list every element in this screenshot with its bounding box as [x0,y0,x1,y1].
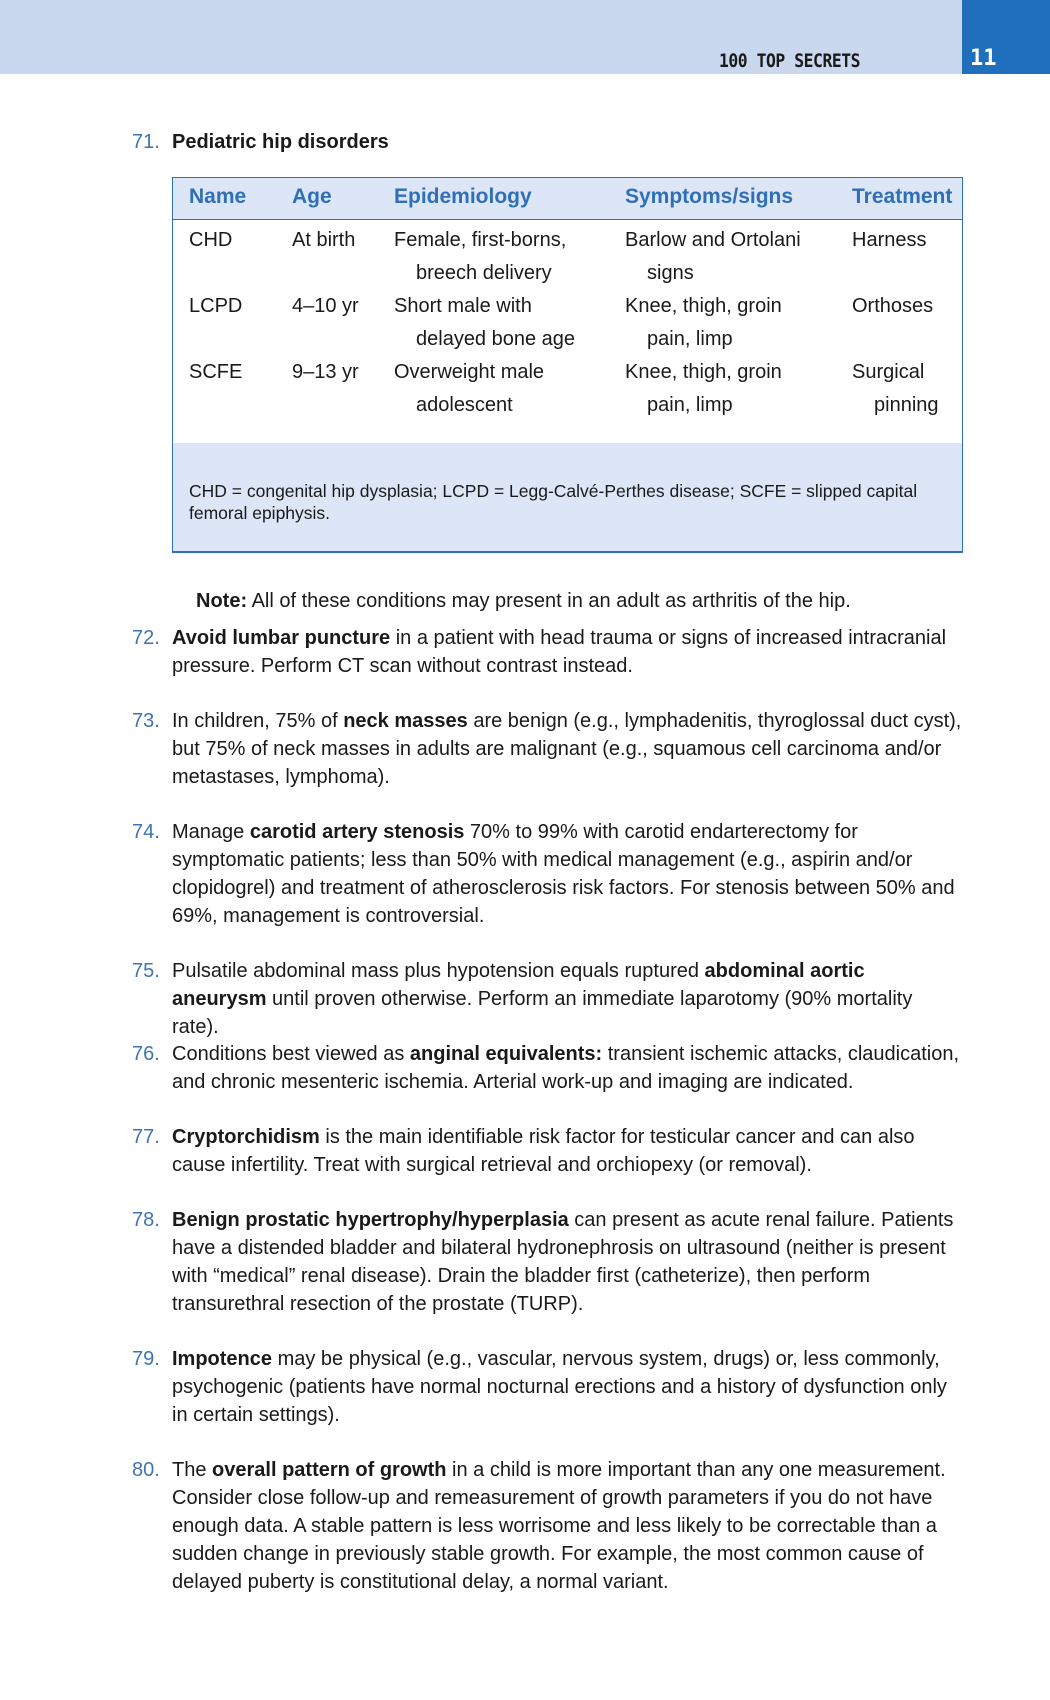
hip-disorders-table [172,177,963,553]
cell-name: LCPD [189,295,243,317]
item-text: Pulsatile abdominal mass plus hypotension equals ruptured abdominal aortic aneurysm until proven otherwise. Perform an immediate laparotomy (90% mortality rate). [172,960,913,1038]
cell-epidemiology: Overweight male adolescent [394,361,545,416]
item-number: 72. [132,627,160,649]
item-text: In children, 75% of neck masses are benign (e.g., lymphadenitis, thyroglossal duct cyst), but 75% of neck masses in adults are malignant (e.g., squamous cell carcinoma and/or metastases, lymphoma). [172,710,962,788]
cell-name: CHD [189,229,233,251]
item-text: Conditions best viewed as anginal equivalents: transient ischemic attacks, claudication, and chronic mesenteric ischemia. Arterial work-up and imaging are indicated. [172,1043,960,1093]
page-number-tab [962,0,1050,74]
note-label: Note: [196,590,248,612]
cell-treatment: Surgical pinning [852,361,939,416]
item-number: 76. [132,1043,160,1065]
item-text: Manage carotid artery stenosis 70% to 99% with carotid endarterectomy for symptomatic patients; less than 50% with medical management (e.g., aspirin and/or clopidogrel) and treatment of atherosclerosis risk factors. For stenosis between 50% and 69%, management is controversial. [172,821,955,927]
running-header-title: 100 TOP SECRETS [718,50,860,72]
table-footnote: CHD = congenital hip dysplasia; LCPD = Legg-Calvé-Perthes disease; SCFE = slipped capital femoral epiphysis. [189,481,918,523]
cell-age: 4–10 yr [292,295,359,317]
cell-symptoms: Knee, thigh, groin pain, limp [625,361,782,416]
item-number: 71. [132,131,160,153]
column-header-symptoms: Symptoms/signs [625,185,794,208]
cell-symptoms: Knee, thigh, groin pain, limp [625,295,782,350]
item-text: Avoid lumbar puncture in a patient with head trauma or signs of increased intracranial pressure. Perform CT scan without contrast instead. [172,627,947,677]
item-number: 79. [132,1348,160,1370]
item-number: 80. [132,1459,160,1481]
item-number: 73. [132,710,160,732]
cell-name: SCFE [189,361,243,383]
table-body [173,220,962,416]
column-header-name: Name [189,185,247,208]
column-header-epidemiology: Epidemiology [394,185,532,208]
column-header-treatment: Treatment [852,185,953,208]
item-text: Impotence may be physical (e.g., vascular, nervous system, drugs) or, less commonly, psychogenic (patients have normal nocturnal erections and a history of dysfunction only in certain settings). [172,1348,947,1426]
cell-epidemiology: Short male with delayed bone age [394,295,576,350]
table-header-row [173,178,962,220]
cell-treatment: Harness [852,229,927,251]
note-text: All of these conditions may present in an adult as arthritis of the hip. [247,590,851,612]
item-text: The overall pattern of growth in a child is more important than any one measurement. Consider close follow-up and remeasurement of growth parameters if you do not have enough data. A stable pattern is less worrisome and less likely to be correctable than a sudden change in previously stable growth. For example, the most common cause of delayed puberty is constitutional delay, a normal variant. [172,1459,946,1593]
item-text: Benign prostatic hypertrophy/hyperplasia can present as acute renal failure. Patients have a distended bladder and bilateral hydronephrosis on ultrasound (neither is present with “medical” renal disease). Drain the bladder first (catheterize), then perform transurethral resection of the prostate (TURP). [172,1209,954,1315]
item-text: Cryptorchidism is the main identifiable risk factor for testicular cancer and can also cause infertility. Treat with surgical retrieval and orchiopexy (or removal). [172,1126,915,1176]
column-header-age: Age [292,185,332,208]
cell-treatment: Orthoses [852,295,934,317]
item-71-title: Pediatric hip disorders [172,131,389,153]
item-number: 77. [132,1126,160,1148]
note [196,587,966,615]
cell-symptoms: Barlow and Ortolani signs [625,229,801,284]
header-band [0,0,962,74]
page-number: 11 [970,46,997,71]
item-number: 78. [132,1209,160,1231]
item-number: 74. [132,821,160,843]
cell-age: At birth [292,229,356,251]
cell-epidemiology: Female, first-borns, breech delivery [394,229,567,284]
table-footnote-area [173,443,962,551]
item-number: 75. [132,960,160,982]
cell-age: 9–13 yr [292,361,359,383]
